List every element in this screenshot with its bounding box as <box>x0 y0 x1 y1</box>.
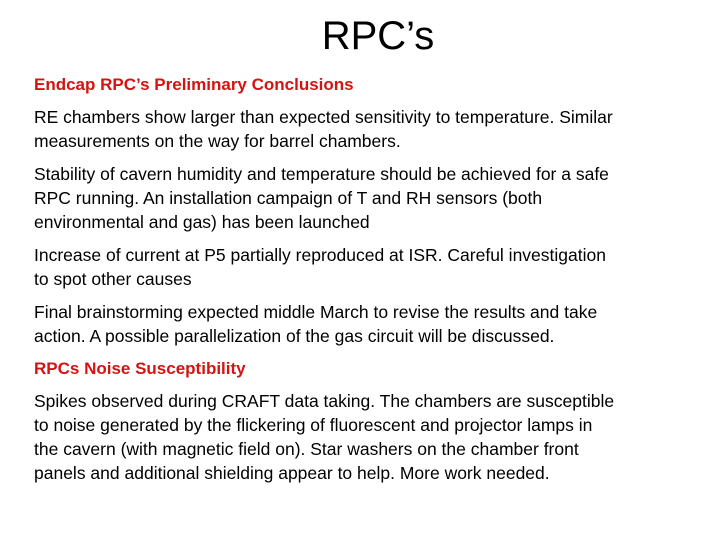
text-line: to noise generated by the flickering of fluorescent and projector lamps in <box>34 415 593 435</box>
section-heading-noise-susceptibility: RPCs Noise Susceptibility <box>34 359 246 378</box>
text-line: environmental and gas) has been launched <box>34 212 370 232</box>
paragraph-temperature-sensitivity <box>34 105 704 153</box>
paragraph-current-increase <box>34 243 704 291</box>
text-line: measurements on the way for barrel chambers. <box>34 131 401 151</box>
section-heading-endcap-conclusions: Endcap RPC’s Preliminary Conclusions <box>34 75 354 94</box>
paragraph-final-brainstorming <box>34 300 704 348</box>
paragraph-cavern-stability <box>34 162 704 234</box>
slide-content <box>34 73 704 494</box>
text-line: RPC running. An installation campaign of T and RH sensors (both <box>34 188 543 208</box>
paragraph-spikes-observed <box>34 389 704 485</box>
text-line: panels and additional shielding appear to help. More work needed. <box>34 463 550 483</box>
text-line: Stability of cavern humidity and temperature should be achieved for a safe <box>34 164 609 184</box>
text-line: RE chambers show larger than expected sensitivity to temperature. Similar <box>34 107 613 127</box>
text-line: action. A possible parallelization of the gas circuit will be discussed. <box>34 326 555 346</box>
text-line: the cavern (with magnetic field on). Star washers on the chamber front <box>34 439 579 459</box>
text-line: to spot other causes <box>34 269 192 289</box>
text-line: Spikes observed during CRAFT data taking. The chambers are susceptible <box>34 391 615 411</box>
slide-title: RPC’s <box>321 14 435 58</box>
text-line: Final brainstorming expected middle March to revise the results and take <box>34 302 598 322</box>
text-line: Increase of current at P5 partially reproduced at ISR. Careful investigation <box>34 245 606 265</box>
